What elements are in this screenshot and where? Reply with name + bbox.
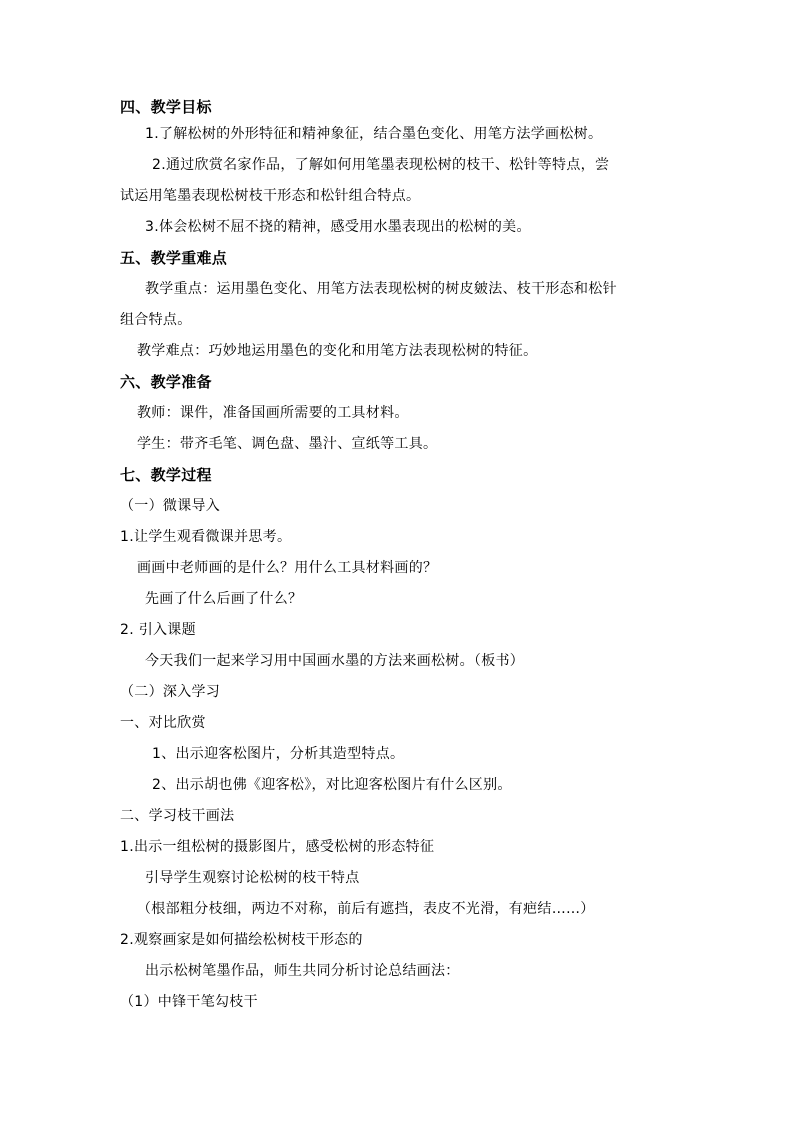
process-step-1: 1.让学生观看微课并思考。: [120, 529, 292, 545]
process-question-2: 先画了什么后画了什么？: [145, 591, 303, 607]
objective-2: 2.通过欣赏名家作品，了解如何用笔墨表现松树的枝干、松针等特点，尝: [152, 157, 610, 173]
section-heading-key-points: 五、教学重难点: [120, 249, 228, 267]
process-question-1: 画画中老师画的是什么？用什么工具材料画的？: [137, 560, 438, 576]
branch-step-1: 1.出示一组松树的摄影图片，感受松树的形态特征: [120, 839, 435, 855]
branch-guidance: 引导学生观察讨论松树的枝干特点: [145, 870, 360, 886]
process-step-2: 2. 引入课题: [120, 622, 196, 638]
section-heading-preparation: 六、教学准备: [120, 373, 212, 391]
objective-2-continued: 试运用笔墨表现松树枝干形态和松针组合特点。: [120, 188, 421, 204]
student-preparation: 学生：带齐毛笔、调色盘、墨汁、宣纸等工具。: [137, 436, 438, 452]
key-point: 教学重点：运用墨色变化、用笔方法表现松树的树皮皴法、枝干形态和松针: [145, 281, 617, 297]
key-point-continued: 组合特点。: [120, 312, 192, 328]
process-topic-intro: 今天我们一起来学习用中国画水墨的方法来画松树。（板书）: [145, 653, 525, 669]
subsection-micro-lesson: （一）微课导入: [120, 498, 221, 514]
branch-analysis: 出示松树笔墨作品，师生共同分析讨论总结画法：: [145, 963, 460, 979]
section-heading-process: 七、教学过程: [120, 466, 212, 484]
technique-item-1: （1）中锋干笔勾枝干: [120, 994, 258, 1010]
branch-step-2: 2.观察画家是如何描绘松树枝干形态的: [120, 932, 363, 948]
comparison-item-1: 1、出示迎客松图片，分析其造型特点。: [152, 746, 405, 762]
section-heading-teaching-objectives: 四、教学目标: [120, 98, 212, 116]
part-comparison: 一、对比欣赏: [120, 715, 206, 731]
branch-characteristics: （根部粗分枝细，两边不对称，前后有遮挡，表皮不光滑，有疤结……）: [137, 901, 595, 917]
objective-1: 1.了解松树的外形特征和精神象征，结合墨色变化、用笔方法学画松树。: [145, 126, 603, 142]
difficult-point: 教学难点：巧妙地运用墨色的变化和用笔方法表现松树的特征。: [137, 343, 538, 359]
subsection-deep-learning: （二）深入学习: [120, 684, 221, 700]
part-branch-technique: 二、学习枝干画法: [120, 808, 235, 824]
comparison-item-2: 2、出示胡也佛《迎客松》，对比迎客松图片有什么区别。: [152, 777, 512, 793]
teacher-preparation: 教师：课件，准备国画所需要的工具材料。: [137, 405, 409, 421]
objective-3: 3.体会松树不屈不挠的精神，感受用水墨表现出的松树的美。: [145, 219, 531, 235]
